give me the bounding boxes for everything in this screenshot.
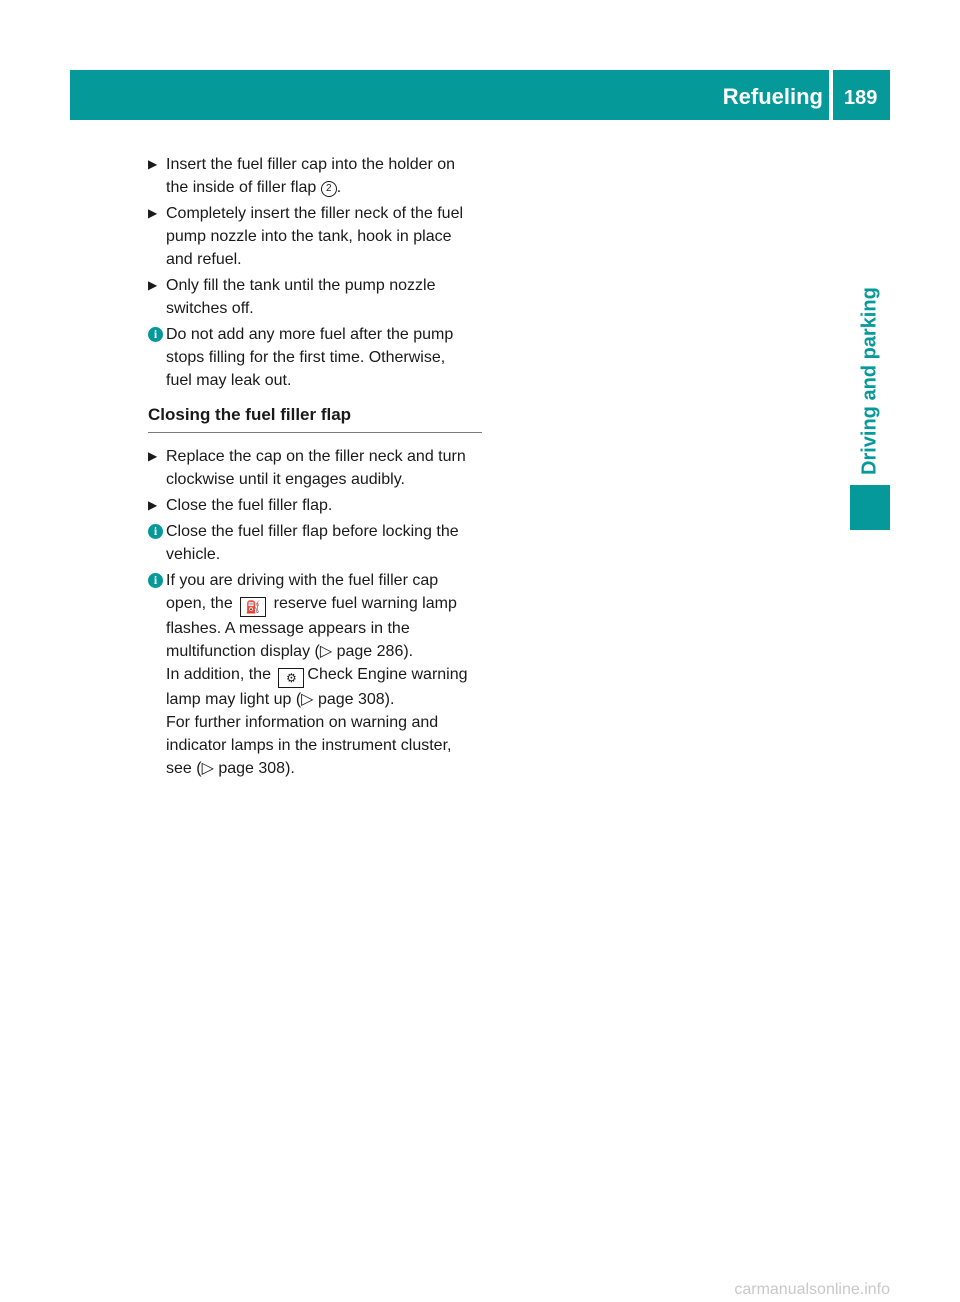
- step-arrow-icon: ▶: [148, 157, 158, 171]
- check-engine-icon: ⚙: [278, 668, 304, 688]
- section-tab-label: Driving and parking: [858, 287, 881, 475]
- info-text: Do not add any more fuel after the pump stops filling for the first time. Otherwise, fuel may leak out.: [166, 326, 454, 389]
- step-text: Insert the fuel filler cap into the holder on the inside of filler flap 2 .: [166, 156, 456, 196]
- callout-number-icon: 2: [321, 181, 337, 197]
- step-arrow-icon: ▶: [148, 498, 158, 512]
- info-text: For further information on warning and indicator lamps in the instrument cluster, see (▷ page 308).: [166, 714, 452, 777]
- info-item: [148, 323, 482, 392]
- step-text: Only fill the tank until the pump nozzle switches off.: [166, 277, 436, 317]
- info-icon: i: [148, 327, 163, 342]
- info-item: [148, 569, 482, 780]
- page-ref-arrow-icon: ▷: [301, 691, 314, 708]
- step-item: [148, 202, 482, 271]
- page-number: 189: [844, 87, 878, 109]
- step-text: Replace the cap on the filler neck and turn clockwise until it engages audibly.: [166, 448, 466, 488]
- step-text: Close the fuel filler flap.: [166, 497, 333, 514]
- page-title: Refueling: [722, 84, 823, 109]
- step-item: [148, 445, 482, 491]
- header-separator: [829, 70, 833, 120]
- info-item: [148, 520, 482, 566]
- info-text: Close the fuel filler flap before locking the vehicle.: [166, 523, 459, 563]
- info-icon: i: [148, 573, 163, 588]
- step-text: Completely insert the filler neck of the fuel pump nozzle into the tank, hook in place and refuel.: [166, 205, 464, 268]
- page-ref-arrow-icon: ▷: [319, 643, 333, 660]
- section-heading: Closing the fuel filler flap: [148, 404, 482, 433]
- step-item: [148, 274, 482, 320]
- step-item: [148, 494, 482, 517]
- info-text: In addition, the ⚙ Check Engine warning lamp may light up (▷ page 308).: [166, 666, 468, 708]
- step-arrow-icon: ▶: [148, 206, 158, 220]
- info-text: If you are driving with the fuel filler cap open, the ⛽ reserve fuel warning lamp flashes. A message appears in the multifunction display (▷ page 286).: [166, 572, 457, 660]
- step-arrow-icon: ▶: [148, 449, 158, 463]
- footer-watermark: carmanualsonline.info: [734, 1281, 890, 1298]
- info-icon: i: [148, 524, 163, 539]
- fuel-pump-icon: ⛽: [240, 597, 266, 617]
- section-tab-marker: [850, 485, 890, 530]
- main-content: [148, 153, 482, 783]
- step-arrow-icon: ▶: [148, 278, 158, 292]
- step-item: [148, 153, 482, 199]
- page-ref-arrow-icon: ▷: [201, 760, 214, 777]
